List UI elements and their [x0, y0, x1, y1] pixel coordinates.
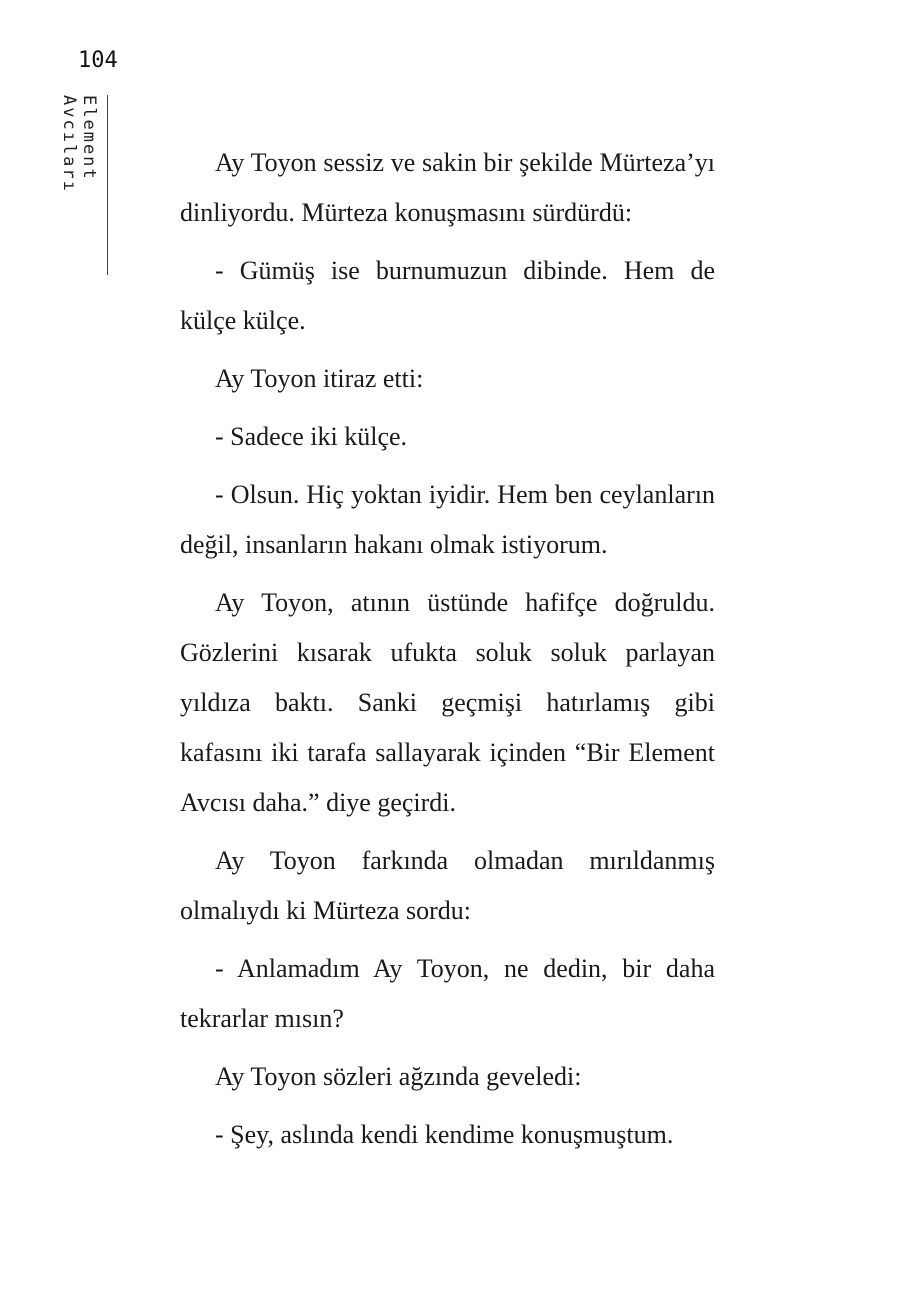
paragraph: - Gümüş ise burnumuzun dibinde. Hem de külçe külçe. [180, 256, 715, 335]
paragraph: Ay Toyon farkında olmadan mırıldanmış olmalıydı ki Mürteza sordu: [180, 846, 715, 925]
paragraph: Ay Toyon itiraz etti: [215, 364, 424, 393]
paragraph: - Olsun. Hiç yoktan iyidir. Hem ben ceylanların değil, insanların hakanı olmak istiyorum. [180, 480, 715, 559]
paragraph: Ay Toyon, atının üstünde hafifçe doğruldu. Gözlerini kısarak ufukta soluk soluk parlayan yıldıza baktı. Sanki geçmişi hatırlamış gibi kafasını iki tarafa sallayarak içinden “Bir Element Avcısı daha.” diye geçirdi. [180, 588, 715, 817]
paragraph: - Anlamadım Ay Toyon, ne dedin, bir daha tekrarlar mısın? [180, 954, 715, 1033]
paragraph: - Şey, aslında kendi kendime konuşmuştum. [215, 1120, 674, 1149]
paragraph: Ay Toyon sessiz ve sakin bir şekilde Mürteza’yı dinliyordu. Mürteza konuşmasını sürdürdü: [180, 148, 715, 227]
body-text [180, 138, 715, 1168]
running-title: Element Avcıları [68, 95, 108, 275]
paragraph: - Sadece iki külçe. [215, 422, 408, 451]
page-number: 104 [78, 48, 118, 73]
paragraph: Ay Toyon sözleri ağzında geveledi: [215, 1062, 582, 1091]
